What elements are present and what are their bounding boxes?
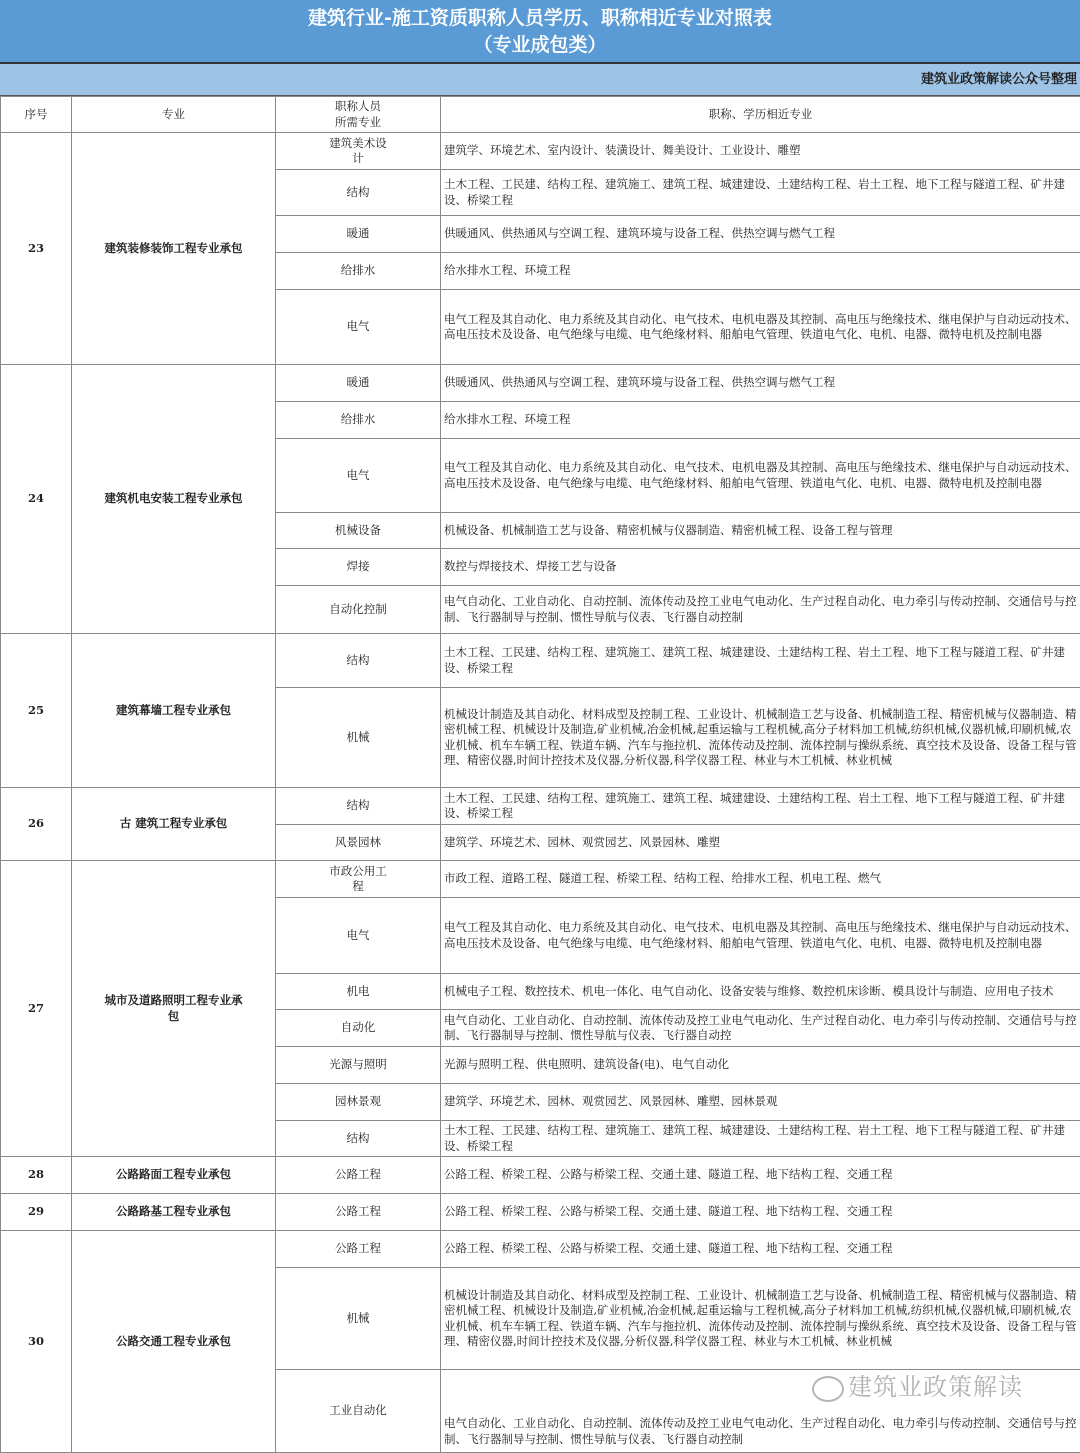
table-row: [1, 634, 1080, 688]
related-majors: 土木工程、工民建、结构工程、建筑施工、建筑工程、城建建设、土建结构工程、岩土工程、地下工程与隧道工程、矿井建设、桥梁工程: [441, 634, 1080, 688]
col-header-no: 序号: [1, 97, 72, 133]
related-majors: 土木工程、工民建、结构工程、建筑施工、建筑工程、城建建设、土建结构工程、岩土工程、地下工程与隧道工程、矿井建设、桥梁工程: [441, 788, 1080, 825]
related-majors: 电气工程及其自动化、电力系统及其自动化、电气技术、电机电器及其控制、高电压与绝缘技术、继电保护与自动远动技术、高电压技术及设备、电气绝缘与电缆、电气绝缘材料、船舶电气管理、铁道电气化、电机、电器、微特电机及控制电器: [441, 290, 1080, 365]
related-majors: 数控与焊接技术、焊接工艺与设备: [441, 549, 1080, 586]
major-name: 建筑幕墙工程专业承包: [72, 634, 276, 788]
required-major: 工业自动化: [276, 1370, 441, 1453]
related-majors: 电气自动化、工业自动化、自动控制、流体传动及控工业电气电动化、生产过程自动化、电力牵引与传动控制、交通信号与控制、飞行器制导与控制、惯性导航与仪表、飞行器自动控制: [441, 1370, 1080, 1453]
related-majors: 光源与照明工程、供电照明、建筑设备(电)、电气自动化: [441, 1047, 1080, 1084]
related-majors: 公路工程、桥梁工程、公路与桥梁工程、交通土建、隧道工程、地下结构工程、交通工程: [441, 1194, 1080, 1231]
row-number: 27: [1, 861, 72, 1157]
required-major: 公路工程: [276, 1157, 441, 1194]
required-major: 机械设备: [276, 513, 441, 549]
related-majors: 土木工程、工民建、结构工程、建筑施工、建筑工程、城建建设、土建结构工程、岩土工程、地下工程与隧道工程、矿井建设、桥梁工程: [441, 1121, 1080, 1157]
required-major: 光源与照明: [276, 1047, 441, 1084]
related-majors: 建筑学、环境艺术、室内设计、装潢设计、舞美设计、工业设计、雕塑: [441, 133, 1080, 170]
col-header-related: 职称、学历相近专业: [441, 97, 1080, 133]
table-row: [1, 133, 1080, 170]
required-major: 风景园林: [276, 825, 441, 861]
related-majors: 机械设计制造及其自动化、材料成型及控制工程、工业设计、机械制造工艺与设备、机械制造工程、精密机械与仪器制造、精密机械工程、机械设计及制造,矿业机械,冶金机械,起重运输与工程机械,高分子材料加工机械,纺织机械,仪器机械,印刷机械,农业机械、机车车辆工程、铁道车辆、汽车与拖拉机、流体传动及控制、流体控制与操纵系统、真空技术及设备、设备工程与管理、精密仪器,时间计控技术及仪器,分析仪器,科学仪器工程、林业与木工机械、林业机械: [441, 688, 1080, 788]
table-row: [1, 1194, 1080, 1231]
table-row: [1, 365, 1080, 402]
required-major: 机电: [276, 974, 441, 1010]
required-major: 焊接: [276, 549, 441, 586]
row-number: 24: [1, 365, 72, 634]
required-major: 给排水: [276, 253, 441, 290]
wechat-icon: [812, 1376, 844, 1402]
required-major: 给排水: [276, 402, 441, 439]
related-majors: 机械设备、机械制造工艺与设备、精密机械与仪器制造、精密机械工程、设备工程与管理: [441, 513, 1080, 549]
row-number: 23: [1, 133, 72, 365]
required-major: 自动化控制: [276, 586, 441, 634]
required-major: 电气: [276, 439, 441, 513]
required-major: 机械: [276, 688, 441, 788]
table-row: [1, 1157, 1080, 1194]
related-majors: 供暖通风、供热通风与空调工程、建筑环境与设备工程、供热空调与燃气工程: [441, 365, 1080, 402]
required-major: 暖通: [276, 216, 441, 253]
required-major: 暖通: [276, 365, 441, 402]
major-name: 公路路基工程专业承包: [72, 1194, 276, 1231]
related-majors: 给水排水工程、环境工程: [441, 253, 1080, 290]
related-majors: 建筑学、环境艺术、园林、观赏园艺、风景园林、雕塑: [441, 825, 1080, 861]
source-note: 建筑业政策解读公众号整理: [0, 64, 1080, 96]
related-majors: 公路工程、桥梁工程、公路与桥梁工程、交通土建、隧道工程、地下结构工程、交通工程: [441, 1231, 1080, 1268]
related-majors: 电气自动化、工业自动化、自动控制、流体传动及控工业电气电动化、生产过程自动化、电力牵引与传动控制、交通信号与控制、飞行器制导与控制、惯性导航与仪表、飞行器自动控制: [441, 586, 1080, 634]
major-name: 公路交通工程专业承包: [72, 1231, 276, 1453]
related-majors: 市政工程、道路工程、隧道工程、桥梁工程、结构工程、给排水工程、机电工程、燃气: [441, 861, 1080, 898]
required-major: 机械: [276, 1268, 441, 1370]
watermark-text: 建筑业政策解读: [848, 1373, 1023, 1401]
major-name: 建筑装修装饰工程专业承包: [72, 133, 276, 365]
row-number: 25: [1, 634, 72, 788]
related-majors: 给水排水工程、环境工程: [441, 402, 1080, 439]
row-number: 28: [1, 1157, 72, 1194]
major-name: 古 建筑工程专业承包: [72, 788, 276, 861]
related-majors: 供暖通风、供热通风与空调工程、建筑环境与设备工程、供热空调与燃气工程: [441, 216, 1080, 253]
row-number: 29: [1, 1194, 72, 1231]
comparison-table: [0, 96, 1080, 1453]
table-title: [0, 0, 1080, 64]
related-majors: 机械设计制造及其自动化、材料成型及控制工程、工业设计、机械制造工艺与设备、机械制造工程、精密机械与仪器制造、精密机械工程、机械设计及制造,矿业机械,冶金机械,起重运输与工程机械,高分子材料加工机械,纺织机械,仪器机械,印刷机械,农业机械、机车车辆工程、铁道车辆、汽车与拖拉机、流体传动及控制、流体控制与操纵系统、真空技术及设备、设备工程与管理、精密仪器,时间计控技术及仪器,分析仪器,科学仪器工程、林业与木工机械、林业机械: [441, 1268, 1080, 1370]
major-name: 公路路面工程专业承包: [72, 1157, 276, 1194]
title-line-2: （专业成包类）: [473, 34, 607, 56]
required-major: 结构: [276, 1121, 441, 1157]
required-major: 电气: [276, 290, 441, 365]
table-body: [1, 133, 1080, 1453]
required-major: 公路工程: [276, 1194, 441, 1231]
required-major: 建筑美术设计: [276, 133, 441, 170]
required-major: 园林景观: [276, 1084, 441, 1121]
related-majors: 电气工程及其自动化、电力系统及其自动化、电气技术、电机电器及其控制、高电压与绝缘技术、继电保护与自动远动技术、高电压技术及设备、电气绝缘与电缆、电气绝缘材料、船舶电气管理、铁道电气化、电机、电器、微特电机及控制电器: [441, 898, 1080, 974]
row-number: 30: [1, 1231, 72, 1453]
related-majors: 土木工程、工民建、结构工程、建筑施工、建筑工程、城建建设、土建结构工程、岩土工程、地下工程与隧道工程、矿井建设、桥梁工程: [441, 170, 1080, 216]
required-major: 电气: [276, 898, 441, 974]
title-line-1: 建筑行业-施工资质职称人员学历、职称相近专业对照表: [308, 7, 772, 29]
related-majors: 电气工程及其自动化、电力系统及其自动化、电气技术、电机电器及其控制、高电压与绝缘技术、继电保护与自动远动技术、高电压技术及设备、电气绝缘与电缆、电气绝缘材料、船舶电气管理、铁道电气化、电机、电器、微特电机及控制电器: [441, 439, 1080, 513]
related-majors: 电气自动化、工业自动化、自动控制、流体传动及控工业电气电动化、生产过程自动化、电力牵引与传动控制、交通信号与控制、飞行器制导与控制、惯性导航与仪表、飞行器自动控: [441, 1010, 1080, 1047]
required-major: 自动化: [276, 1010, 441, 1047]
required-major: 市政公用工程: [276, 861, 441, 898]
table-row: [1, 788, 1080, 825]
related-majors: 机械电子工程、数控技术、机电一体化、电气自动化、设备安装与维修、数控机床诊断、模具设计与制造、应用电子技术: [441, 974, 1080, 1010]
table-row: [1, 1231, 1080, 1268]
table-row: [1, 861, 1080, 898]
required-major: 结构: [276, 788, 441, 825]
col-header-required: 职称人员 所需专业: [276, 97, 441, 133]
header-row: [1, 97, 1080, 133]
required-major: 结构: [276, 170, 441, 216]
major-name: 建筑机电安装工程专业承包: [72, 365, 276, 634]
row-number: 26: [1, 788, 72, 861]
col-header-major: 专业: [72, 97, 276, 133]
major-name: 城市及道路照明工程专业承包: [72, 861, 276, 1157]
watermark: [812, 1373, 1023, 1402]
required-major: 公路工程: [276, 1231, 441, 1268]
related-majors: 建筑学、环境艺术、园林、观赏园艺、风景园林、雕塑、园林景观: [441, 1084, 1080, 1121]
required-major: 结构: [276, 634, 441, 688]
related-majors: 公路工程、桥梁工程、公路与桥梁工程、交通土建、隧道工程、地下结构工程、交通工程: [441, 1157, 1080, 1194]
